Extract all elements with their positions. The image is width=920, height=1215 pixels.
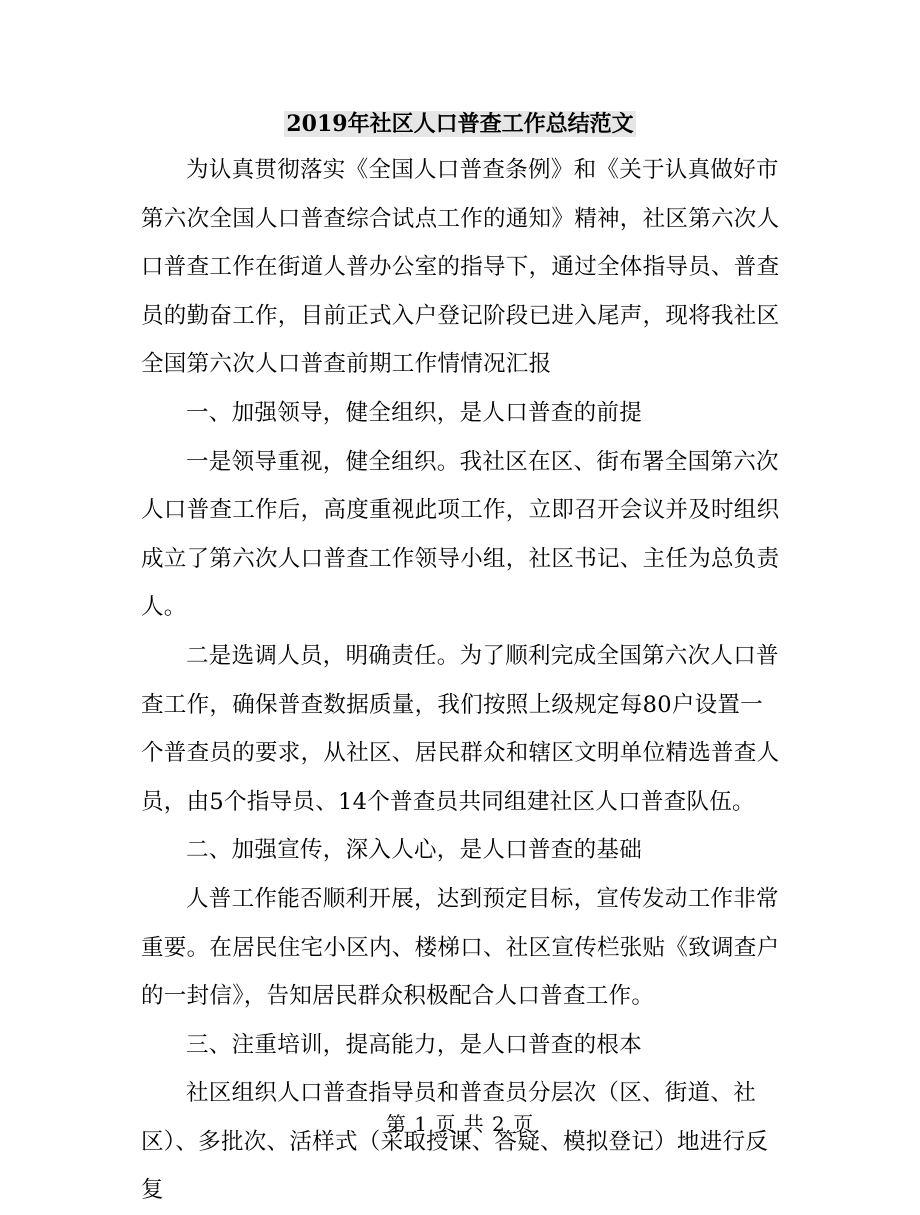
section-heading-2: 二、加强宣传，深入人心，是人口普查的基础 xyxy=(186,837,643,864)
paragraph-intro: 为认真贯彻落实《全国人口普查条例》和《关于认真做好市第六次全国人口普查综合试点工作的通知》精神，社区第六次人口普查工作在街道人普办公室的指导下，通过全体指导员、普查员的勤奋工作，目前正式入户登记阶段已进入尾声，现将我社区全国第六次人口普查前期工作情情况汇报 xyxy=(141,157,780,378)
paragraph-training: 社区组织人口普查指导员和普查员分层次（区、街道、社区）、多批次、活样式（采取授课、答疑、模拟登记）地进行反复 xyxy=(141,1080,769,1204)
document-title-text: 2019年社区人口普查工作总结范文 xyxy=(286,111,634,137)
paragraph-staffing: 二是选调人员，明确责任。为了顺利完成全国第六次人口普查工作，确保普查数据质量，我们按照上级规定每80户设置一个普查员的要求，从社区、居民群众和辖区文明单位精选普查人员，由5个指导员、14个普查员共同组建社区人口普查队伍。 xyxy=(141,642,780,815)
document-body xyxy=(141,146,781,1215)
page-footer: 第 1 页 共 2 页 xyxy=(385,1112,535,1136)
paragraph-leadership: 一是领导重视，健全组织。我社区在区、街布署全国第六次人口普查工作后，高度重视此项工作，立即召开会议并及时组织成立了第六次人口普查工作领导小组，社区书记、主任为总负责人。 xyxy=(141,448,780,621)
paragraph-publicity: 人普工作能否顺利开展，达到预定目标，宣传发动工作非常重要。在居民住宅小区内、楼梯口、社区宣传栏张贴《致调查户的一封信》，告知居民群众积极配合人口普查工作。 xyxy=(141,885,780,1010)
section-heading-1: 一、加强领导，健全组织，是人口普查的前提 xyxy=(186,399,643,426)
section-heading-3: 三、注重培训，提高能力，是人口普查的根本 xyxy=(186,1031,643,1058)
document-title xyxy=(0,104,920,144)
